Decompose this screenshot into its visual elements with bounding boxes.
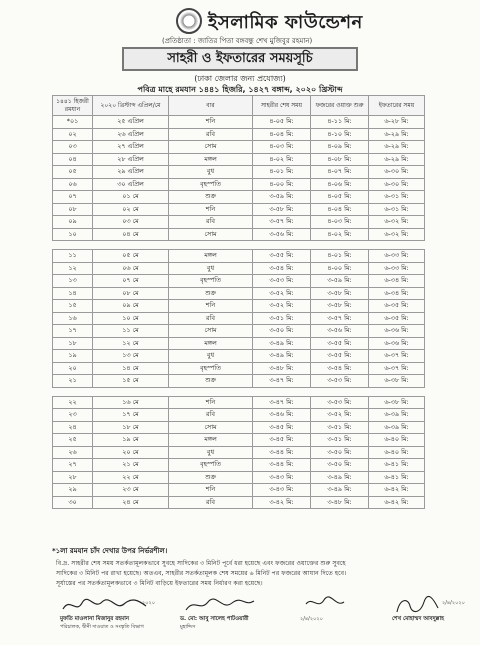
iftar-time-cell: ৬-৪১ মি: [369,459,425,472]
sehri-end-cell: ৩-৫৯ মি: [253,191,311,204]
day-cell: রবি [169,216,253,229]
day-cell: শনি [169,484,253,497]
hijri-date-cell: ১০ [53,228,93,241]
sehri-end-cell: ৩-৫৮ মি: [253,203,311,216]
table-row [53,337,425,350]
iftar-time-cell: ৬-৩৫ মি: [369,300,425,313]
iftar-time-cell: ৬-৩৮ মি: [369,396,425,409]
gregorian-date-cell: ০৫ মে [93,250,169,263]
day-cell: সোম [169,421,253,434]
signature-block [392,594,478,642]
day-cell: সোম [169,325,253,338]
gregorian-date-cell: ২০ মে [93,446,169,459]
gregorian-date-cell: ১৮ মে [93,421,169,434]
applicability-note: (ঢাকা জেলার জন্য প্রযোজ্য) [194,74,286,83]
day-cell: শুক্র [169,191,253,204]
handwritten-signature [300,594,356,616]
iftar-time-cell: ৬-৩০ মি: [369,178,425,191]
fajr-start-cell: ৪-১০ মি: [311,128,369,141]
fajr-start-cell: ৩-৫২ মি: [311,409,369,422]
table-group-separator [53,241,425,250]
footnote: *১লা রমযান চাঁদ দেখার উপর নির্ভরশীল। [52,547,168,555]
gregorian-date-cell: ০৯ মে [93,300,169,313]
handwritten-signature [60,594,150,616]
fajr-start-cell: ৪-০২ মি: [311,228,369,241]
table-row [53,216,425,229]
day-cell: সোম [169,141,253,154]
signature-date: ২/৪/২০২০ [442,600,465,606]
day-cell: বুধ [169,446,253,459]
iftar-time-cell: ৬-৪২ মি: [369,484,425,497]
iftar-time-cell: ৬-৩০ মি: [369,166,425,179]
iftar-time-cell: ৬-২৯ মি: [369,153,425,166]
iftar-time-cell: ৬-৩৬ মি: [369,337,425,350]
signatory-name: ড. মো: আবু সালেহ পাটওয়ারী [180,616,249,622]
day-cell: বৃহস্পতি [169,275,253,288]
day-cell: মঙ্গল [169,434,253,447]
day-cell: রবি [169,409,253,422]
day-cell: বুধ [169,350,253,363]
hijri-date-cell: ০৩ [53,141,93,154]
iftar-time-cell: ৬-৩৫ মি: [369,312,425,325]
table-row [53,141,425,154]
sehri-end-cell: ৩-৪২ মি: [253,496,311,509]
iftar-time-cell: ৬-২৯ মি: [369,141,425,154]
org-subtitle: (প্রতিষ্ঠাতা : জাতির পিতা বঙ্গবন্ধু শেখ মুজিবুর রহমান) [162,37,313,45]
fajr-start-cell: ৩-৪৮ মি: [311,496,369,509]
gregorian-date-cell: ১৪ মে [93,362,169,375]
sehri-end-cell: ৩-৪৩ মি: [253,484,311,497]
fajr-start-cell: ৩-৫৮ মি: [311,300,369,313]
hijri-date-cell: ০৮ [53,203,93,216]
iftar-time-cell: ৬-৪১ মি: [369,471,425,484]
hijri-date-cell: ১৪ [53,287,93,300]
hijri-date-cell: ১৮ [53,337,93,350]
fajr-start-cell: ৪-০৬ মি: [311,178,369,191]
fajr-start-cell: ৩-৫৩ মি: [311,375,369,388]
day-cell: সোম [169,228,253,241]
table-row [53,434,425,447]
gregorian-date-cell: ৩০ এপ্রিল [93,178,169,191]
iftar-time-cell: ৬-৩৩ মি: [369,262,425,275]
iftar-time-cell: ৬-৪০ মি: [369,434,425,447]
iftar-time-cell: ৬-২৮ মি: [369,116,425,129]
table-row [53,262,425,275]
table-row [53,421,425,434]
day-cell: শনি [169,203,253,216]
day-cell: বৃহস্পতি [169,362,253,375]
gregorian-date-cell: ২৬ এপ্রিল [93,128,169,141]
hijri-date-cell: ০৯ [53,216,93,229]
islamic-foundation-logo [176,8,202,34]
iftar-time-cell: ৬-৩৯ মি: [369,409,425,422]
fajr-start-cell: ৪-০১ মি: [311,250,369,263]
fajr-start-cell: ৩-৫৩ মি: [311,396,369,409]
iftar-time-cell: ৬-২৯ মি: [369,128,425,141]
col-header-day: বার [169,96,253,116]
day-cell: মঙ্গল [169,250,253,263]
iftar-time-cell: ৬-৩৩ মি: [369,250,425,263]
gregorian-date-cell: ২৫ এপ্রিল [93,116,169,129]
fajr-start-cell: ৪-০৮ মি: [311,153,369,166]
signatory-name: শেখ মোহাম্মদ আবদুল্লাহ [392,616,445,622]
hijri-date-cell: ২৭ [53,459,93,472]
table-group-separator [53,387,425,396]
iftar-time-cell: ৬-৪২ মি: [369,496,425,509]
sehri-end-cell: ৩-৪৯ মি: [253,350,311,363]
day-cell: রবি [169,128,253,141]
gregorian-date-cell: ০২ মে [93,203,169,216]
signature-date: ২০২০ [142,600,156,606]
fajr-start-cell: ৩-৫০ মি: [311,446,369,459]
table-row [53,484,425,497]
gregorian-date-cell: ২৮ এপ্রিল [93,153,169,166]
iftar-time-cell: ৬-৩৪ মি: [369,275,425,288]
sehri-end-cell: ৩-৫৬ মি: [253,228,311,241]
day-cell: শুক্র [169,375,253,388]
gregorian-date-cell: ২১ মে [93,459,169,472]
sehri-end-cell: ৪-০০ মি: [253,178,311,191]
table-row [53,459,425,472]
hijri-date-cell: *০১ [53,116,93,129]
table-row [53,325,425,338]
header [0,6,480,46]
iftar-time-cell: ৬-৩৬ মি: [369,325,425,338]
gregorian-date-cell: ১৩ মে [93,350,169,363]
gregorian-date-cell: ২৯ এপ্রিল [93,166,169,179]
iftar-time-cell: ৬-৩৭ মি: [369,362,425,375]
hijri-date-cell: ০২ [53,128,93,141]
day-cell: শনি [169,116,253,129]
separator-cell [53,241,425,250]
day-cell: বুধ [169,262,253,275]
hijri-date-cell: ১৯ [53,350,93,363]
fajr-start-cell: ৩-৫৭ মি: [311,312,369,325]
sehri-end-cell: ৪-০৫ মি: [253,116,311,129]
iftar-time-cell: ৬-৩৪ মি: [369,287,425,300]
table-body [53,116,425,509]
sehri-end-cell: ৪-০৪ মি: [253,128,311,141]
day-cell: শুক্র [169,471,253,484]
gregorian-date-cell: ১৬ মে [93,396,169,409]
hijri-date-cell: ২১ [53,375,93,388]
gregorian-date-cell: ২৩ মে [93,484,169,497]
table-row [53,250,425,263]
sehri-end-cell: ৩-৪৪ মি: [253,446,311,459]
day-cell: শনি [169,396,253,409]
hijri-date-cell: ১৩ [53,275,93,288]
sehri-end-cell: ৩-৪৫ মি: [253,434,311,447]
day-cell: রবি [169,496,253,509]
hijri-date-cell: ২২ [53,396,93,409]
table-row [53,287,425,300]
fajr-start-cell: ৪-০৪ মি: [311,203,369,216]
iftar-time-cell: ৬-৩১ মি: [369,203,425,216]
org-name: ইসলামিক ফাউন্ডেশন [208,12,363,33]
table-row [53,471,425,484]
col-header-hijri: ১৪৪১ হিজরী রমযান [53,96,93,116]
fajr-start-cell: ৪-০০ মি: [311,262,369,275]
gregorian-date-cell: ০৬ মে [93,262,169,275]
schedule-table [52,95,425,509]
table-row [53,496,425,509]
fajr-start-cell: ৩-৫১ মি: [311,421,369,434]
note-line: সূর্যাস্তের পর সতর্কতামূলকভাবে ৩ মিনিট বাড়িয়ে ইফতারের সময় নির্ধারণ করা হয়েছে। [56,580,263,587]
sehri-end-cell: ৩-৫৫ মি: [253,250,311,263]
hijri-date-cell: ১৬ [53,312,93,325]
hijri-date-cell: ০৫ [53,166,93,179]
note-line: বি.দ্র. সাহরীর শেষ সময় সতর্কতামূলকভাবে সুবহে সাদিকের ৩ মিনিট পূর্বে ধরা হয়েছে এবং ফজরের ওয়াক্তের শুরু সুবহে [56,560,346,567]
day-cell: রবি [169,312,253,325]
signature-block [60,594,180,642]
table-row [53,191,425,204]
table-row [53,275,425,288]
day-cell: বৃহস্পতি [169,459,253,472]
fajr-start-cell: ৩-৪৯ মি: [311,471,369,484]
fajr-start-cell: ৪-০৫ মি: [311,191,369,204]
gregorian-date-cell: ১০ মে [93,312,169,325]
sehri-end-cell: ৩-৫২ মি: [253,300,311,313]
day-cell: মঙ্গল [169,153,253,166]
sehri-end-cell: ৩-৪৯ মি: [253,337,311,350]
fajr-start-cell: ৪-১১ মি: [311,116,369,129]
hijri-date-cell: ০৪ [53,153,93,166]
hijri-date-cell: ২৪ [53,421,93,434]
table-row [53,312,425,325]
sehri-end-cell: ৩-৪৬ মি: [253,409,311,422]
table-row [53,350,425,363]
sehri-end-cell: ৩-৫৪ মি: [253,262,311,275]
sehri-end-cell: ৩-৫১ মি: [253,312,311,325]
table-row [53,153,425,166]
signature-date: ২/৪/২০২০ [300,616,323,622]
sehri-end-cell: ৩-৪৮ মি: [253,362,311,375]
day-cell: বৃহস্পতি [169,178,253,191]
hijri-date-cell: ১৭ [53,325,93,338]
table-header-row [53,96,425,116]
table-row [53,409,425,422]
date-line: পবিত্র মাহে রমযান ১৪৪১ হিজরি, ১৪২৭ বঙ্গাব্দ, ২০২০ খ্রিস্টাব্দ [137,85,343,94]
fajr-start-cell: ৩-৫৮ মি: [311,287,369,300]
hijri-date-cell: ২৮ [53,471,93,484]
hijri-date-cell: ২৩ [53,409,93,422]
day-cell: শুক্র [169,287,253,300]
table-row [53,300,425,313]
handwritten-signature [392,594,442,616]
gregorian-date-cell: ১৭ মে [93,409,169,422]
sehri-end-cell: ৩-৪৩ মি: [253,471,311,484]
iftar-time-cell: ৬-৩৮ মি: [369,375,425,388]
table-row [53,228,425,241]
gregorian-date-cell: ২৭ এপ্রিল [93,141,169,154]
gregorian-date-cell: ০৮ মে [93,287,169,300]
iftar-time-cell: ৬-৩৭ মি: [369,350,425,363]
day-cell: বুধ [169,166,253,179]
day-cell: মঙ্গল [169,337,253,350]
signatory-name: মুফতি মাওলানা মিজানুর রহমান [60,616,130,622]
hijri-date-cell: ২৬ [53,446,93,459]
hijri-date-cell: ২৫ [53,434,93,447]
fajr-start-cell: ৩-৫০ মি: [311,459,369,472]
fajr-start-cell: ৩-৫৪ মি: [311,362,369,375]
gregorian-date-cell: ২৪ মে [93,496,169,509]
fajr-start-cell: ৪-০৯ মি: [311,141,369,154]
table-row [53,128,425,141]
table-row [53,116,425,129]
sehri-end-cell: ৪-০২ মি: [253,153,311,166]
gregorian-date-cell: ১৫ মে [93,375,169,388]
hijri-date-cell: ০৬ [53,178,93,191]
sehri-end-cell: ৩-৪৭ মি: [253,396,311,409]
gregorian-date-cell: ০৩ মে [93,216,169,229]
sehri-end-cell: ৩-৪৪ মি: [253,459,311,472]
iftar-time-cell: ৬-৩২ মি: [369,216,425,229]
sehri-end-cell: ৩-৪৫ মি: [253,421,311,434]
table-row [53,178,425,191]
handwritten-signature [180,594,260,616]
hijri-date-cell: ২৯ [53,484,93,497]
gregorian-date-cell: ২২ মে [93,471,169,484]
sehri-end-cell: ৩-৫২ মি: [253,287,311,300]
sehri-end-cell: ৪-০৩ মি: [253,141,311,154]
day-cell: শনি [169,300,253,313]
sehri-end-cell: ৩-৫৭ মি: [253,216,311,229]
hijri-date-cell: ১২ [53,262,93,275]
signature-block [300,594,360,642]
fajr-start-cell: ৩-৫৫ মি: [311,350,369,363]
note-line: সাদিকের ৩ মিনিট পর রাখা হয়েছে। অতএব, সাহরীর সতর্কতামূলক শেষ সময়ের ৬ মিনিট পর ফজরের আযান দিতে হবে। [56,570,347,577]
sehri-end-cell: ৩-৪৭ মি: [253,375,311,388]
col-header-iftar: ইফতারের সময় [369,96,425,116]
col-header-fajr-start: ফজরের ওয়াক্ত শুরু [311,96,369,116]
gregorian-date-cell: ০৪ মে [93,228,169,241]
fajr-start-cell: ৩-৫৯ মি: [311,275,369,288]
table-row [53,362,425,375]
gregorian-date-cell: ১১ মে [93,325,169,338]
fajr-start-cell: ৪-০৭ মি: [311,166,369,179]
page-title: সাহরী ও ইফতারের সময়সূচি [122,47,358,71]
fajr-start-cell: ৩-৫৫ মি: [311,337,369,350]
fajr-start-cell: ৪-০৩ মি: [311,216,369,229]
iftar-time-cell: ৬-৩১ মি: [369,191,425,204]
iftar-time-cell: ৬-৩২ মি: [369,228,425,241]
separator-cell [53,387,425,396]
col-header-gregorian: ২০২০ খ্রিস্টাব্দ এপ্রিল/মে [93,96,169,116]
notes-block [56,559,428,589]
fajr-start-cell: ৩-৫১ মি: [311,434,369,447]
table-row [53,203,425,216]
table-row [53,166,425,179]
sehri-end-cell: ৪-০১ মি: [253,166,311,179]
signature-block [180,594,270,642]
hijri-date-cell: ০৭ [53,191,93,204]
hijri-date-cell: ৩০ [53,496,93,509]
signatory-designation: পরিচালক, দ্বীনী দাওয়াত ও সংস্কৃতি বিভাগ [60,624,144,630]
signatory-designation: মুহাদ্দিস [180,624,196,630]
fajr-start-cell: ৩-৪৯ মি: [311,484,369,497]
col-header-sehri-end: সাহরীর শেষ সময় [253,96,311,116]
sehri-end-cell: ৩-৫০ মি: [253,325,311,338]
sehri-end-cell: ৩-৫৩ মি: [253,275,311,288]
gregorian-date-cell: ১৯ মে [93,434,169,447]
hijri-date-cell: ২০ [53,362,93,375]
table-row [53,446,425,459]
gregorian-date-cell: ০১ মে [93,191,169,204]
hijri-date-cell: ১১ [53,250,93,263]
iftar-time-cell: ৬-৪০ মি: [369,446,425,459]
gregorian-date-cell: ১২ মে [93,337,169,350]
fajr-start-cell: ৩-৫৬ মি: [311,325,369,338]
gregorian-date-cell: ০৭ মে [93,275,169,288]
table-row [53,375,425,388]
table-row [53,396,425,409]
hijri-date-cell: ১৫ [53,300,93,313]
iftar-time-cell: ৬-৩৯ মি: [369,421,425,434]
